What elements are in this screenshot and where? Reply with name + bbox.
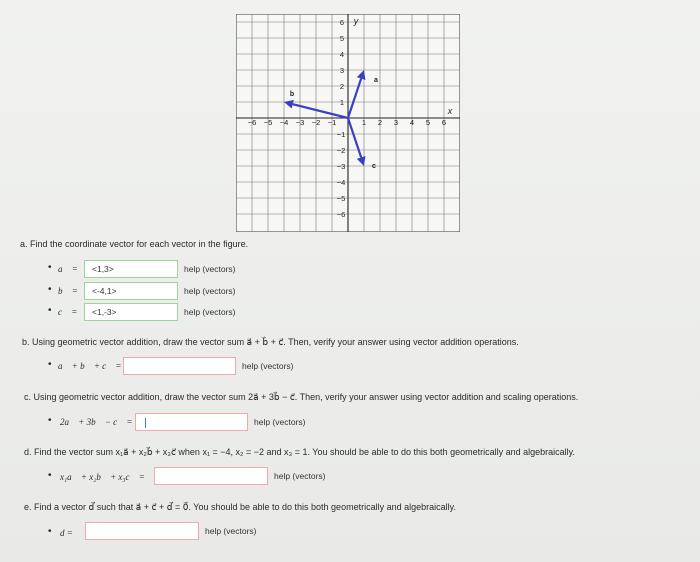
bullet: • bbox=[48, 526, 52, 537]
bullet: • bbox=[48, 262, 52, 273]
vector-c-help-link[interactable]: help (vectors) bbox=[184, 307, 236, 317]
x-axis-label: x bbox=[447, 106, 453, 116]
part-d-label: x₁a⃗ + x₂b⃗ + x₃c⃗ = bbox=[60, 472, 145, 482]
y-tick-label: 3 bbox=[339, 66, 345, 75]
y-tick-label: −2 bbox=[336, 146, 346, 155]
x-tick-label: −3 bbox=[295, 118, 305, 127]
part-c-prompt: c. Using geometric vector addition, draw the vector sum 2a⃗ + 3b⃗ − c⃗. Then, verify your answer using vector addition and scaling operations. bbox=[24, 392, 579, 402]
x-tick-label: 6 bbox=[441, 118, 447, 127]
vector-c-input[interactable]: <1,-3> bbox=[84, 303, 178, 321]
x-tick-label: 3 bbox=[393, 118, 399, 127]
vector-c-label: c⃗ = bbox=[58, 307, 78, 317]
x-tick-label: −6 bbox=[247, 118, 257, 127]
part-a-prompt: a. Find the coordinate vector for each vector in the figure. bbox=[20, 239, 249, 249]
x-tick-label: 5 bbox=[425, 118, 431, 127]
part-c-help-link[interactable]: help (vectors) bbox=[254, 417, 306, 427]
x-tick-label: −5 bbox=[263, 118, 273, 127]
part-b-prompt: b. Using geometric vector addition, draw the vector sum a⃗ + b⃗ + c⃗. Then, verify your answer using vector addition operations. bbox=[22, 337, 519, 347]
part-e-input[interactable] bbox=[85, 522, 199, 540]
part-e-help-link[interactable]: help (vectors) bbox=[205, 526, 257, 536]
vector-a-label: a⃗ = bbox=[58, 264, 78, 274]
y-tick-label: −3 bbox=[336, 162, 346, 171]
y-tick-label: 6 bbox=[339, 18, 345, 27]
x-tick-label: 1 bbox=[361, 118, 367, 127]
vector-b-label: b⃗ = bbox=[58, 286, 78, 296]
bullet: • bbox=[48, 359, 52, 370]
part-b-help-link[interactable]: help (vectors) bbox=[242, 361, 294, 371]
vector-b-input[interactable]: <-4,1> bbox=[84, 282, 178, 300]
part-b-label: a⃗ + b⃗ + c⃗ = bbox=[58, 361, 122, 371]
y-tick-label: −4 bbox=[336, 178, 346, 187]
vector-b-help-link[interactable]: help (vectors) bbox=[184, 286, 236, 296]
y-axis-label: y bbox=[353, 16, 359, 26]
vector-c-label: c bbox=[372, 163, 376, 170]
part-b-input[interactable] bbox=[123, 357, 236, 375]
part-c-label: 2a⃗ + 3b⃗ − c⃗ = bbox=[60, 417, 133, 427]
bullet: • bbox=[48, 305, 52, 316]
part-d-prompt: d. Find the vector sum x₁a⃗ + x₂b⃗ + x₃c⃗ when x₁ = −4, x₂ = −2 and x₃ = 1. You should be able to do this both geometrically and algebraically. bbox=[24, 447, 575, 457]
y-tick-label: 4 bbox=[339, 50, 345, 59]
part-d-input[interactable] bbox=[154, 467, 268, 485]
x-tick-label: 4 bbox=[409, 118, 415, 127]
vector-graph bbox=[236, 14, 460, 232]
y-tick-label: −5 bbox=[336, 194, 346, 203]
y-tick-label: 2 bbox=[339, 82, 345, 91]
vector-b-label: b bbox=[289, 91, 295, 98]
y-tick-label: 1 bbox=[339, 98, 345, 107]
text-cursor bbox=[145, 418, 146, 428]
y-tick-label: −6 bbox=[336, 210, 346, 219]
bullet: • bbox=[48, 284, 52, 295]
x-tick-label: −2 bbox=[311, 118, 321, 127]
part-d-help-link[interactable]: help (vectors) bbox=[274, 471, 326, 481]
y-tick-label: −1 bbox=[336, 130, 346, 139]
x-tick-label: −1 bbox=[327, 118, 337, 127]
vector-a-label: a bbox=[374, 77, 378, 84]
bullet: • bbox=[48, 470, 52, 481]
x-tick-label: −4 bbox=[279, 118, 289, 127]
part-c-input[interactable] bbox=[135, 413, 248, 431]
vector-a-help-link[interactable]: help (vectors) bbox=[184, 264, 236, 274]
x-tick-label: 2 bbox=[377, 118, 383, 127]
vector-a-input[interactable]: <1,3> bbox=[84, 260, 178, 278]
part-e-label: d = bbox=[60, 528, 73, 538]
part-e-prompt: e. Find a vector d⃗ such that a⃗ + c⃗ + d⃗ = 0⃗. You should be able to do this both geometrically and algebraically. bbox=[24, 502, 456, 512]
y-tick-label: 5 bbox=[339, 34, 345, 43]
bullet: • bbox=[48, 415, 52, 426]
